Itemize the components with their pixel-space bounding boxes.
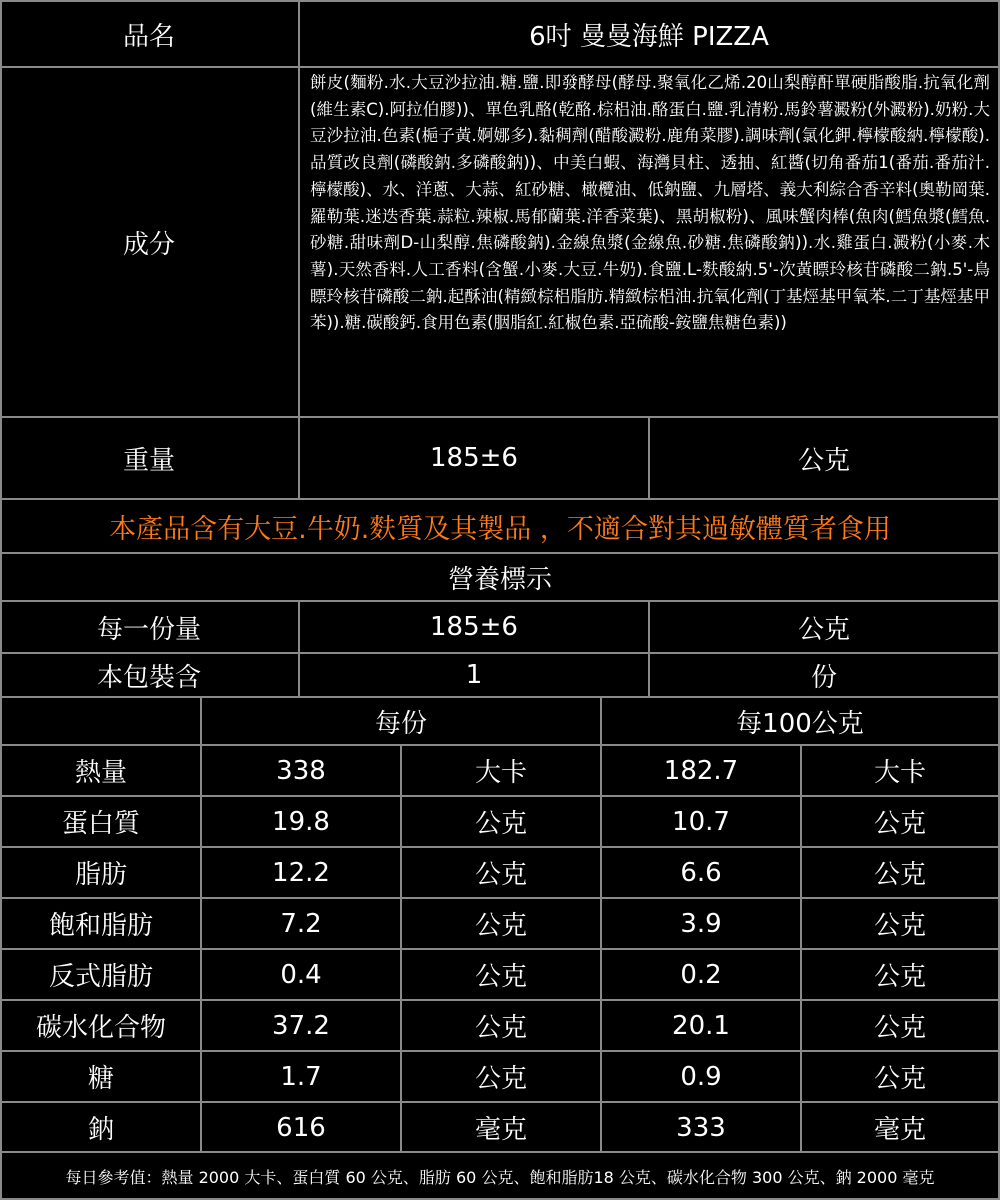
weight-unit: 公克 bbox=[797, 445, 850, 476]
per-100g-unit: 公克 bbox=[873, 911, 926, 941]
nutrition-title: 營養標示 bbox=[447, 564, 552, 595]
nutrient-name: 糖 bbox=[87, 1064, 114, 1094]
servings-label: 本包裝含 bbox=[96, 662, 201, 693]
per-serving-value: 19.8 bbox=[272, 806, 330, 837]
per-serving-unit: 公克 bbox=[474, 860, 527, 890]
col-per-100g: 每100公克 bbox=[736, 708, 864, 739]
per-100g-unit: 毫克 bbox=[873, 1115, 926, 1145]
per-serving-value: 616 bbox=[276, 1112, 326, 1143]
per-serving-unit: 大卡 bbox=[474, 758, 527, 788]
nutrient-name: 脂肪 bbox=[74, 860, 127, 890]
per-100g-value: 20.1 bbox=[672, 1010, 730, 1041]
ingredients-text: 餅皮(麵粉.水.大豆沙拉油.糖.鹽.即發酵母(酵母.聚氧化乙烯.20山梨醇酐單硬脂酸脂.抗氧化劑(維生素C).阿拉伯膠))、單色乳酪(乾酪.棕梠油.酪蛋白.鹽.乳清粉.馬鈴薯澱粉(外澱粉).奶粉.大豆沙拉油.色素(梔子黃.婀娜多).黏稠劑(醋酸澱粉.鹿角菜膠).調味劑(氯化鉀.檸檬酸納.檸檬酸).品質改良劑(磷酸鈉.多磷酸鈉))、中美白蝦、海灣貝柱、透抽、紅醬(切角番茄1(番茄.番茄汁.檸檬酸)、水、洋蔥、大蒜、紅砂糖、橄欖油、低鈉鹽、九層塔、義大利綜合香辛料(奧勒岡葉.羅勒葉.迷迭香葉.蒜粒.辣椒.馬郁蘭葉.洋香菜葉)、黑胡椒粉)、風味蟹肉棒(魚肉(鱈魚漿(鱈魚.砂糖.甜味劑D-山梨醇.焦磷酸鈉).金線魚漿(金線魚.砂糖.焦磷酸鈉)).水.雞蛋白.澱粉(小麥.木薯).天然香料.人工香料(含蟹.小麥.大豆.牛奶).食鹽.L-麩酸納.5'-次黃瞟玲核苷磷酸二鈉.5'-鳥瞟玲核苷磷酸二鈉.起酥油(精緻棕梠脂肪.精緻棕梠油.抗氧化劑(丁基烴基甲氧苯.二丁基烴基甲苯)).糖.碳酸鈣.食用色素(胭脂紅.紅椒色素.亞硫酸-銨鹽焦糖色素)) bbox=[310, 73, 990, 333]
per-serving-value: 37.2 bbox=[272, 1010, 330, 1041]
per-100g-unit: 公克 bbox=[873, 962, 926, 992]
nutrient-name: 碳水化合物 bbox=[35, 1013, 166, 1043]
nutrient-name: 熱量 bbox=[74, 758, 127, 788]
product-name-label: 品名 bbox=[122, 21, 175, 52]
per-serving-value: 7.2 bbox=[280, 908, 322, 939]
per-100g-unit: 公克 bbox=[873, 1064, 926, 1094]
per-100g-value: 182.7 bbox=[663, 755, 739, 786]
nutrient-name: 鈉 bbox=[87, 1115, 114, 1145]
per-100g-value: 333 bbox=[676, 1112, 726, 1143]
serving-size-value: 185±6 bbox=[430, 612, 518, 642]
per-serving-unit: 公克 bbox=[474, 962, 527, 992]
per-serving-value: 0.4 bbox=[280, 959, 322, 990]
per-serving-unit: 公克 bbox=[474, 809, 527, 839]
per-100g-value: 3.9 bbox=[680, 908, 722, 939]
weight-label: 重量 bbox=[122, 445, 175, 476]
serving-size-unit: 公克 bbox=[797, 614, 850, 645]
per-serving-unit: 公克 bbox=[474, 1013, 527, 1043]
per-serving-value: 1.7 bbox=[280, 1061, 322, 1092]
product-name-value: 6吋 曼曼海鮮 PIZZA bbox=[529, 21, 769, 52]
per-100g-unit: 大卡 bbox=[873, 758, 926, 788]
per-100g-unit: 公克 bbox=[873, 860, 926, 890]
weight-value: 185±6 bbox=[430, 443, 518, 473]
servings-value: 1 bbox=[465, 660, 483, 690]
per-100g-value: 6.6 bbox=[680, 857, 722, 888]
nutrient-name: 飽和脂肪 bbox=[48, 911, 153, 941]
per-serving-unit: 公克 bbox=[474, 911, 527, 941]
servings-unit: 份 bbox=[810, 662, 837, 693]
per-serving-unit: 毫克 bbox=[474, 1115, 527, 1145]
per-serving-unit: 公克 bbox=[474, 1064, 527, 1094]
per-100g-value: 10.7 bbox=[672, 806, 730, 837]
col-per-serving: 每份 bbox=[374, 708, 427, 739]
daily-reference-note: 每日參考值：熱量 2000 大卡、蛋白質 60 公克、脂肪 60 公克、飽和脂肪18 公克、碳水化合物 300 公克、鈉 2000 毫克 bbox=[65, 1167, 935, 1187]
per-100g-value: 0.9 bbox=[680, 1061, 722, 1092]
nutrient-name: 蛋白質 bbox=[61, 809, 140, 839]
per-serving-value: 338 bbox=[276, 755, 326, 786]
allergen-notice: 本產品含有大豆.牛奶.麩質及其製品 ，不適合對其過敏體質者食用 bbox=[109, 513, 891, 545]
nutrient-name: 反式脂肪 bbox=[48, 962, 153, 992]
per-100g-unit: 公克 bbox=[873, 1013, 926, 1043]
per-serving-value: 12.2 bbox=[272, 857, 330, 888]
per-100g-value: 0.2 bbox=[680, 959, 722, 990]
serving-size-label: 每一份量 bbox=[96, 614, 201, 645]
per-100g-unit: 公克 bbox=[873, 809, 926, 839]
ingredients-label: 成分 bbox=[122, 229, 175, 260]
